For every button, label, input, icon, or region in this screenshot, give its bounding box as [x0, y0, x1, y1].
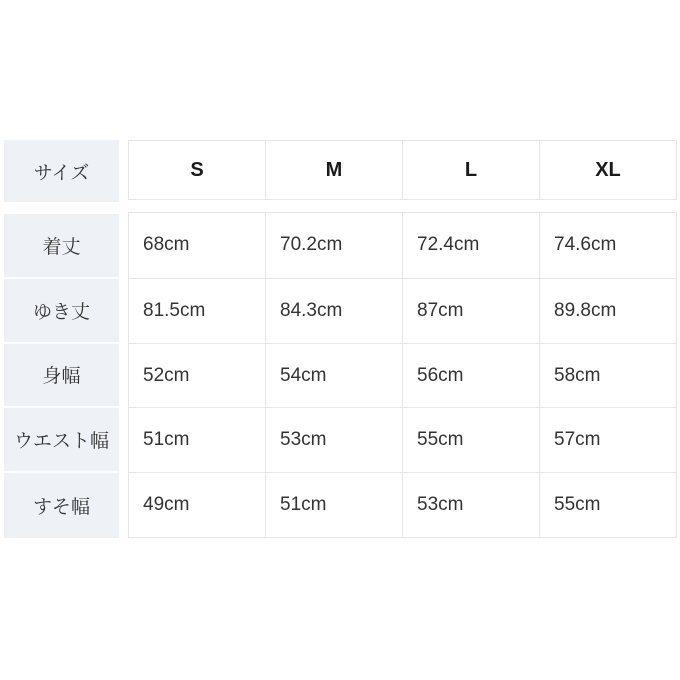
header-gap: [128, 200, 677, 212]
value-mihaba-l: 56cm: [402, 344, 539, 408]
value-mihaba-s: 52cm: [143, 364, 190, 386]
value-waist-m: 53cm: [265, 408, 402, 472]
value-hem-xl: 55cm: [539, 473, 676, 537]
size-label-header: サイズ: [4, 140, 119, 202]
header-gap: [4, 202, 119, 214]
row-label-kitake: 着丈: [4, 214, 119, 279]
table-row-kitake: [129, 213, 676, 278]
table-row-mihaba: [129, 343, 676, 408]
value-hem-s: 49cm: [143, 494, 190, 516]
size-chart-table: [4, 140, 677, 538]
table-row-hem: [129, 472, 676, 537]
value-hem-m: 51cm: [265, 473, 402, 537]
value-mihaba-xl: 58cm: [539, 344, 676, 408]
value-kitake-l: 72.4cm: [402, 213, 539, 278]
value-yukitake-xl: 89.8cm: [539, 279, 676, 343]
value-waist-xl: 57cm: [539, 408, 676, 472]
value-hem-l: 53cm: [402, 473, 539, 537]
data-column: [128, 140, 677, 538]
table-row-yukitake: [129, 278, 676, 343]
column-gap: [119, 140, 128, 538]
size-header-l: L: [402, 141, 539, 199]
measurement-grid: [128, 212, 677, 538]
label-body: [4, 214, 119, 538]
value-yukitake-l: 87cm: [402, 279, 539, 343]
row-label-waist: ウエスト幅: [4, 408, 119, 473]
value-kitake-m: 70.2cm: [265, 213, 402, 278]
size-header-xl: XL: [539, 141, 676, 199]
value-yukitake-m: 84.3cm: [265, 279, 402, 343]
label-column: [4, 140, 119, 538]
value-kitake-xl: 74.6cm: [539, 213, 676, 278]
row-label-yukitake: ゆき丈: [4, 279, 119, 344]
size-header-m: M: [265, 141, 402, 199]
size-header-row: [128, 140, 677, 200]
table-row-waist: [129, 407, 676, 472]
value-kitake-s: 68cm: [143, 234, 190, 256]
size-header-s: S: [190, 158, 204, 181]
value-waist-l: 55cm: [402, 408, 539, 472]
row-label-mihaba: 身幅: [4, 344, 119, 409]
row-label-hem: すそ幅: [4, 473, 119, 538]
value-yukitake-s: 81.5cm: [143, 299, 206, 321]
value-waist-s: 51cm: [143, 429, 190, 451]
value-mihaba-m: 54cm: [265, 344, 402, 408]
